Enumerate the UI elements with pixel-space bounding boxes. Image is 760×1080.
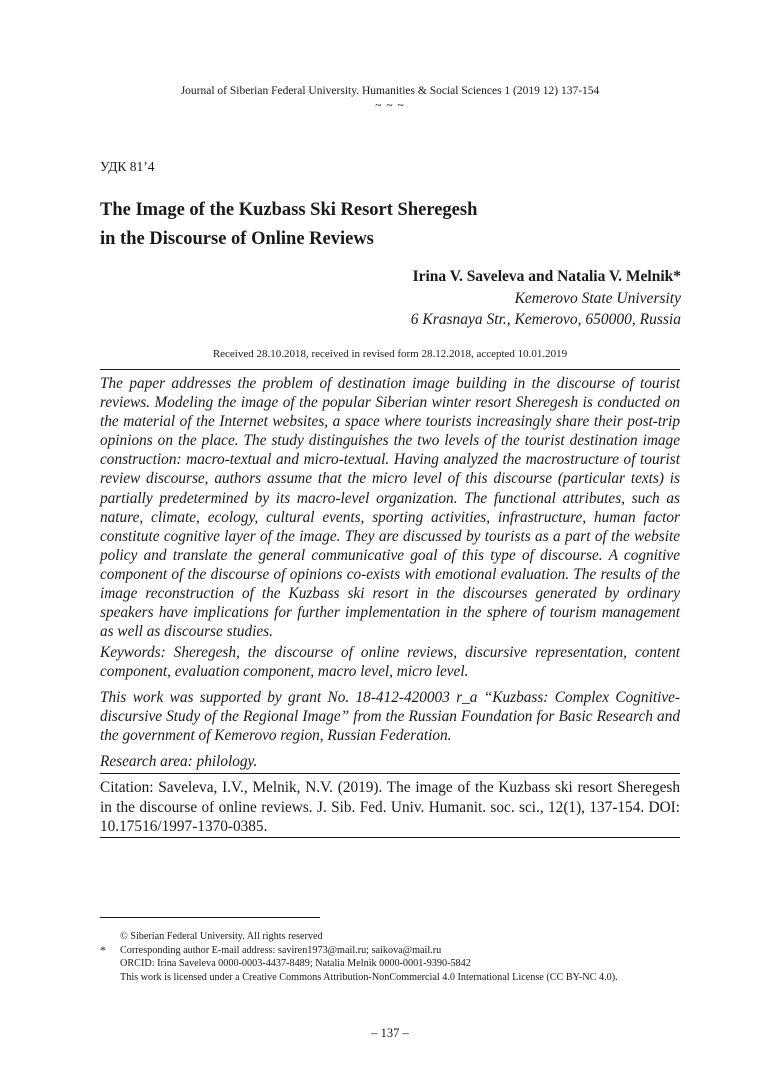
citation: Citation: Saveleva, I.V., Melnik, N.V. (2019). The image of the Kuzbass ski resort Sheregesh in the discourse of online reviews. J. Sib. Fed. Univ. Humanit. soc. sci., 12(1), 137-154. DOI: 10.17516/1997-1370-0385. xyxy=(100,779,680,835)
author-names: Irina V. Saveleva and Natalia V. Melnik* xyxy=(412,268,681,285)
keywords: Keywords: Sheregesh, the discourse of online reviews, discursive representation, content component, evaluation component, macro level, micro level. xyxy=(100,644,680,681)
footnote-license: This work is licensed under a Creative Commons Attribution-NonCommercial 4.0 International License (CC BY-NC 4.0). xyxy=(120,971,618,983)
page-number: – 137 – xyxy=(371,1026,409,1040)
footnote-orcid: ORCID: Irina Saveleva 0000-0003-4437-8489; Natalia Melnik 0000-0001-9390-5842 xyxy=(120,958,471,970)
divider-citation-bottom xyxy=(100,837,680,838)
author-address: 6 Krasnaya Str., Kemerovo, 650000, Russia xyxy=(410,311,681,328)
title-line-2: in the Discourse of Online Reviews xyxy=(100,229,374,249)
header-separator: ~ ~ ~ xyxy=(375,100,405,112)
journal-header: Journal of Siberian Federal University. Humanities & Social Sciences 1 (2019 12) 137-154 xyxy=(180,85,600,97)
author-affiliation: Kemerovo State University xyxy=(514,289,681,307)
udk-code: УДК 81’4 xyxy=(100,159,155,174)
footnote-divider xyxy=(100,917,320,918)
received-dates: Received 28.10.2018, received in revised form 28.12.2018, accepted 10.01.2019 xyxy=(212,348,568,360)
article-title xyxy=(100,196,660,254)
footnote-corresponding: * Corresponding author E-mail address: saviren1973@mail.ru; saikova@mail.ru xyxy=(100,942,442,957)
asterisk-mark: * xyxy=(100,942,106,957)
funding-note: This work was supported by grant No. 18-412-420003 r_a “Kuzbass: Complex Cognitive-discursive Study of the Regional Image” from the Russian Foundation for Basic Research and the government of Kemerovo region, Russian Federation. xyxy=(100,689,680,745)
title-line-1: The Image of the Kuzbass Ski Resort Sheregesh xyxy=(100,200,478,220)
research-area: Research area: philology. xyxy=(100,753,258,770)
author-block xyxy=(411,266,681,331)
footnote-copyright: © Siberian Federal University. All rights reserved xyxy=(120,931,323,942)
divider-citation-top xyxy=(100,773,680,774)
divider-top xyxy=(100,369,680,370)
abstract: The paper addresses the problem of destination image building in the discourse of tourist reviews. Modeling the image of the popular Siberian winter resort Sheregesh is conducted on the material of the Internet websites, a space where tourists increasingly share their post-trip opinions on the place. The study distinguishes the two levels of the tourist destination image construction: macro-textual and micro-textual. Having analyzed the macrostructure of tourist review discourse, authors assume that the micro level of this discourse (particular texts) is partially predetermined by its macro-level organization. The functional attributes, such as nature, climate, ecology, cultural events, sporting activities, infrastructure, human factor constitute cognitive layer of the image. They are discussed by tourists as a part of the website policy and translate the general communicative goal of this type of discourse. A cognitive component of the discourse of opinions co-exists with emotional evaluation. The results of the image reconstruction of the Kuzbass ski resort in the discourses generated by ordinary speakers have implications for further implementation in the sphere of tourism management as well as discourse studies. xyxy=(100,375,680,641)
footnotes xyxy=(100,930,700,984)
